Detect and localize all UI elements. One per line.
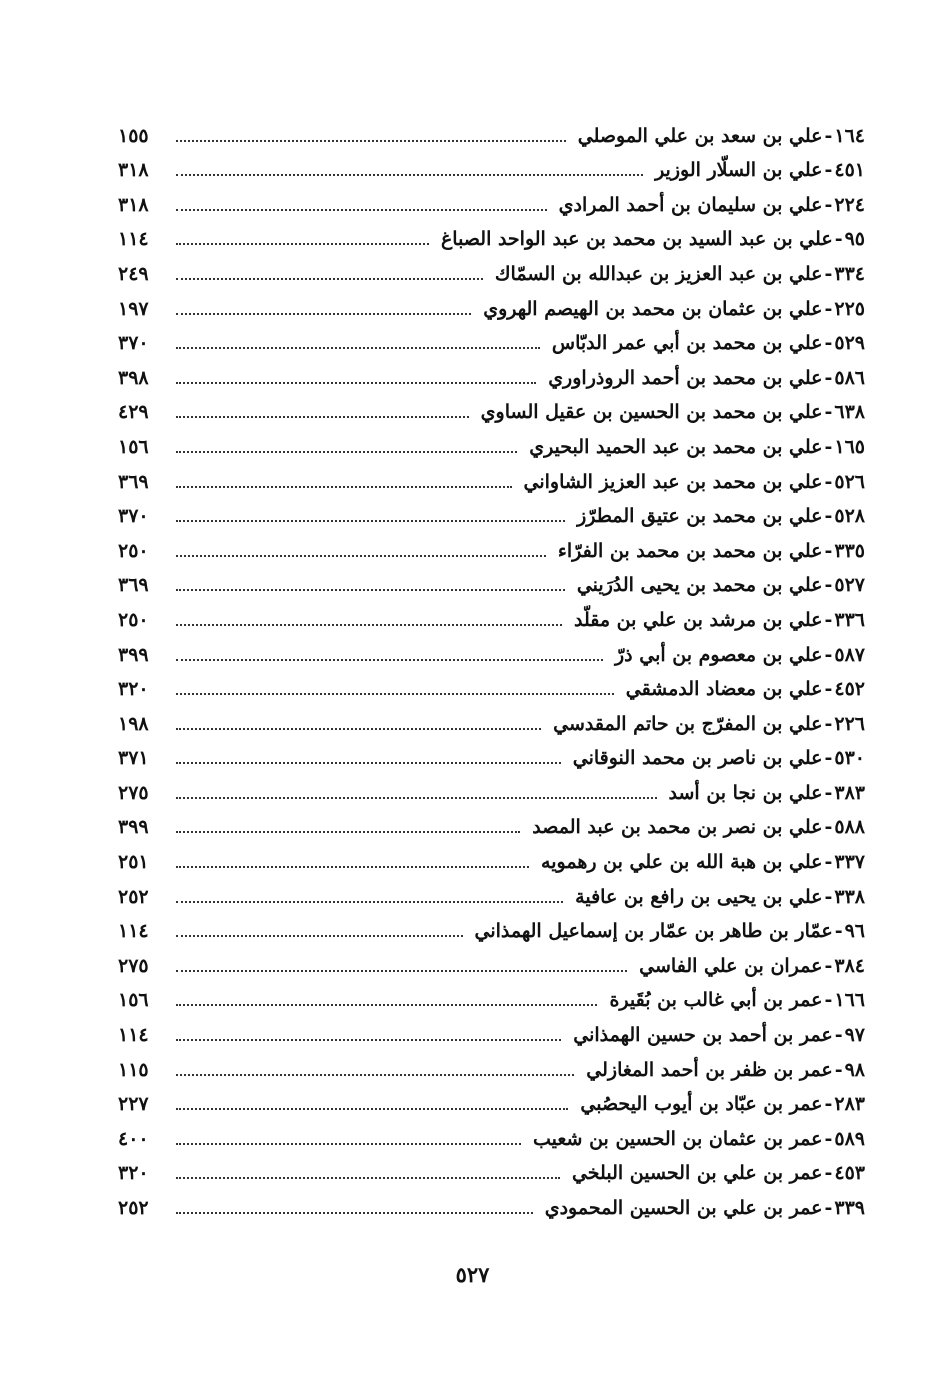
entry-number: ٥٨٧ — [834, 643, 865, 666]
entry-page-ref: ٢٥٢ — [118, 1197, 149, 1219]
dot-leader — [176, 1108, 568, 1110]
dot-leader — [176, 174, 643, 176]
entry-dash: - — [824, 262, 833, 285]
entry-name: علي بن محمد بن أبي عمر الدبّاس — [551, 332, 823, 355]
dot-leader — [176, 209, 547, 211]
entry-name: علي بن نصر بن محمد بن عبد المصد — [532, 816, 823, 839]
dot-leader — [176, 728, 541, 730]
entry-number: ١٦٤ — [834, 124, 865, 147]
entry-number: ٢٨٣ — [834, 1093, 865, 1116]
index-entry — [118, 182, 865, 217]
entry-number: ٢٢٥ — [834, 297, 865, 320]
entry-page-ref: ٤٢٩ — [118, 401, 149, 424]
index-entry — [118, 355, 865, 390]
dot-leader — [176, 451, 517, 453]
entry-number: ٥٨٨ — [834, 816, 865, 839]
entry-name: علي بن محمد بن عتيق المطرّز — [577, 505, 823, 528]
entry-dash: - — [824, 470, 833, 493]
entry-name: علي بن المفرّج بن حاتم المقدسي — [553, 712, 823, 735]
entry-number: ٩٨ — [844, 1058, 865, 1081]
entry-page-ref: ٣١٨ — [118, 193, 149, 216]
dot-leader — [176, 935, 463, 937]
index-entry — [118, 909, 865, 944]
entry-page-ref: ١٩٧ — [118, 297, 149, 320]
entry-dash: - — [824, 505, 833, 528]
dot-leader — [176, 243, 429, 245]
entry-name: عمّار بن طاهر بن عمّار بن إسماعيل الهمذاني — [474, 920, 833, 943]
entry-number: ٥٨٩ — [834, 1127, 865, 1150]
entry-name: عمر بن علي بن الحسين البلخي — [571, 1162, 823, 1185]
entry-dash: - — [824, 781, 833, 804]
entry-page-ref: ٢٥٢ — [118, 885, 149, 908]
entry-dash: - — [824, 159, 833, 182]
dot-leader — [176, 866, 529, 868]
entry-page-ref: ١٥٦ — [118, 989, 149, 1012]
index-entry — [118, 632, 865, 667]
index-entry — [118, 1082, 865, 1117]
entry-name: علي بن السلّار الوزير — [655, 159, 823, 182]
entry-dash: - — [824, 1162, 833, 1185]
entry-page-ref: ٣٢٠ — [118, 678, 149, 701]
dot-leader — [176, 313, 471, 315]
entry-name: عمر بن عبّاد بن أيوب اليحصُبي — [580, 1093, 823, 1116]
index-entry — [118, 1151, 865, 1186]
entry-page-ref: ٤٠٠ — [118, 1127, 149, 1150]
index-entry — [118, 1012, 865, 1047]
entry-dash: - — [824, 989, 833, 1012]
dot-leader — [176, 555, 546, 557]
dot-leader — [176, 1212, 533, 1214]
entry-page-ref: ٣٧٠ — [118, 505, 149, 528]
index-entry — [118, 839, 865, 874]
dot-leader — [176, 1004, 597, 1006]
entry-dash: - — [824, 1093, 833, 1116]
entry-page-ref: ٣١٨ — [118, 159, 149, 182]
entry-dash: - — [824, 193, 833, 216]
entry-dash: - — [824, 608, 833, 631]
dot-leader — [176, 486, 512, 488]
index-entry — [118, 528, 865, 563]
dot-leader — [176, 589, 565, 591]
entry-number: ٦٣٨ — [834, 401, 865, 424]
entry-page-ref: ٢٧٥ — [118, 954, 149, 977]
entry-name: علي بن محمد بن يحيى الدُرَيني — [576, 574, 823, 597]
entry-dash: - — [824, 435, 833, 458]
entry-page-ref: ٣٩٨ — [118, 366, 149, 389]
entry-page-ref: ١١٥ — [118, 1058, 149, 1081]
index-entry — [118, 113, 865, 148]
entry-name: علي بن سعد بن علي الموصلي — [577, 124, 823, 147]
entry-name: علي بن عبد السيد بن محمد بن عبد الواحد الصباغ — [440, 228, 833, 251]
dot-leader — [176, 278, 483, 280]
index-entry — [118, 390, 865, 425]
dot-leader — [176, 693, 614, 695]
entry-number: ٩٥ — [844, 228, 865, 251]
index-list — [118, 113, 865, 1220]
index-entry — [118, 148, 865, 183]
entry-number: ٣٣٤ — [834, 262, 865, 285]
entry-dash: - — [824, 816, 833, 839]
entry-number: ٣٨٤ — [834, 954, 865, 977]
entry-number: ٤٥١ — [834, 159, 865, 182]
index-entry — [118, 874, 865, 909]
dot-leader — [176, 762, 561, 764]
entry-page-ref: ٣٦٩ — [118, 470, 149, 493]
entry-number: ٩٦ — [844, 920, 865, 943]
entry-name: علي بن يحيى بن رافع بن عافية — [575, 885, 823, 908]
entry-page-ref: ١١٤ — [118, 920, 149, 943]
entry-dash: - — [834, 920, 843, 943]
entry-name: علي بن محمد بن محمد بن الفرّاء — [557, 539, 823, 562]
entry-number: ٣٣٩ — [834, 1197, 865, 1219]
index-entry — [118, 494, 865, 529]
entry-number: ٢٢٤ — [834, 193, 865, 216]
entry-number: ٣٣٥ — [834, 539, 865, 562]
entry-name: علي بن نجا بن أسد — [668, 781, 823, 804]
entry-page-ref: ٣٧٠ — [118, 332, 149, 355]
index-entry — [118, 701, 865, 736]
entry-dash: - — [824, 885, 833, 908]
entry-name: عمر بن علي بن الحسين المحمودي — [544, 1197, 823, 1219]
entry-name: علي بن هبة الله بن علي بن رهمويه — [541, 851, 823, 874]
entry-dash: - — [824, 954, 833, 977]
entry-name: علي بن مرشد بن علي بن مقلّد — [574, 608, 823, 631]
entry-page-ref: ٢٢٧ — [118, 1093, 149, 1116]
entry-dash: - — [824, 712, 833, 735]
index-entry — [118, 736, 865, 771]
entry-dash: - — [824, 539, 833, 562]
dot-leader — [176, 347, 540, 349]
index-entry — [118, 978, 865, 1013]
entry-number: ٤٥٣ — [834, 1162, 865, 1185]
entry-number: ٤٥٢ — [834, 678, 865, 701]
entry-name: علي بن عثمان بن محمد بن الهيصم الهروي — [483, 297, 823, 320]
entry-number: ٣٣٨ — [834, 885, 865, 908]
entry-dash: - — [834, 228, 843, 251]
entry-number: ٥٢٨ — [834, 505, 865, 528]
entry-name: علي بن عبد العزيز بن عبدالله بن السمّاك — [494, 262, 823, 285]
entry-page-ref: ١٥٥ — [118, 124, 149, 147]
index-entry — [118, 770, 865, 805]
entry-page-ref: ٣٩٩ — [118, 643, 149, 666]
entry-number: ٥٢٧ — [834, 574, 865, 597]
index-entry — [118, 805, 865, 840]
entry-dash: - — [824, 678, 833, 701]
entry-name: علي بن سليمان بن أحمد المرادي — [558, 193, 823, 216]
dot-leader — [176, 1074, 574, 1076]
dot-leader — [176, 416, 469, 418]
dot-leader — [176, 901, 563, 903]
entry-dash: - — [824, 332, 833, 355]
dot-leader — [176, 1177, 560, 1179]
dot-leader — [176, 797, 657, 799]
dot-leader — [176, 624, 562, 626]
entry-page-ref: ٢٧٥ — [118, 781, 149, 804]
entry-page-ref: ٣٩٩ — [118, 816, 149, 839]
entry-page-ref: ٣٦٩ — [118, 574, 149, 597]
entry-number: ٣٣٧ — [834, 851, 865, 874]
entry-name: علي بن معصوم بن أبي ذرّ — [615, 643, 823, 666]
entry-dash: - — [834, 1024, 843, 1047]
entry-name: عمر بن عثمان بن الحسين بن شعيب — [532, 1127, 823, 1150]
entry-name: عمر بن ظفر بن أحمد المغازلي — [586, 1058, 833, 1081]
entry-page-ref: ٣٢٠ — [118, 1162, 149, 1185]
entry-page-ref: ٢٥١ — [118, 851, 149, 874]
entry-dash: - — [834, 1058, 843, 1081]
entry-page-ref: ٣٧١ — [118, 747, 149, 770]
entry-dash: - — [824, 297, 833, 320]
entry-dash: - — [824, 1127, 833, 1150]
entry-name: علي بن محمد بن الحسين بن عقيل الساوي — [480, 401, 823, 424]
dot-leader — [176, 1143, 521, 1145]
entry-page-ref: ٢٤٩ — [118, 262, 149, 285]
entry-page-ref: ١٥٦ — [118, 435, 149, 458]
index-entry — [118, 1116, 865, 1151]
dot-leader — [176, 659, 603, 661]
index-entry — [118, 251, 865, 286]
entry-name: علي بن معضاد الدمشقي — [625, 678, 823, 701]
entry-number: ٥٨٦ — [834, 366, 865, 389]
entry-number: ٣٣٦ — [834, 608, 865, 631]
entry-dash: - — [824, 366, 833, 389]
entry-page-ref: ١٩٨ — [118, 712, 149, 735]
entry-number: ٩٧ — [844, 1024, 865, 1047]
index-entry — [118, 286, 865, 321]
entry-page-ref: ١١٤ — [118, 1024, 149, 1047]
entry-name: عمران بن علي الفاسي — [639, 954, 823, 977]
entry-name: عمر بن أبي غالب بن بُقَيرة — [609, 989, 823, 1012]
entry-page-ref: ٢٥٠ — [118, 608, 149, 631]
entry-dash: - — [824, 124, 833, 147]
index-entry — [118, 424, 865, 459]
dot-leader — [176, 382, 536, 384]
entry-number: ٥٢٩ — [834, 332, 865, 355]
entry-dash: - — [824, 1197, 833, 1219]
entry-number: ٥٢٦ — [834, 470, 865, 493]
entry-number: ٢٢٦ — [834, 712, 865, 735]
entry-page-ref: ١١٤ — [118, 228, 149, 251]
entry-dash: - — [824, 643, 833, 666]
index-entry — [118, 217, 865, 252]
dot-leader — [176, 970, 627, 972]
entry-name: علي بن محمد بن أحمد الروذراوري — [548, 366, 823, 389]
entry-name: علي بن ناصر بن محمد النوقاني — [572, 747, 823, 770]
dot-leader — [176, 140, 566, 142]
index-entry — [118, 459, 865, 494]
entry-number: ١٦٦ — [834, 989, 865, 1012]
entry-number: ١٦٥ — [834, 435, 865, 458]
entry-page-ref: ٢٥٠ — [118, 539, 149, 562]
dot-leader — [176, 520, 565, 522]
dot-leader — [176, 1039, 561, 1041]
entry-name: علي بن محمد بن عبد الحميد البحيري — [529, 435, 823, 458]
entry-dash: - — [824, 851, 833, 874]
index-entry — [118, 943, 865, 978]
index-entry — [118, 1185, 865, 1220]
index-entry — [118, 563, 865, 598]
entry-name: علي بن محمد بن عبد العزيز الشاواني — [523, 470, 823, 493]
index-entry — [118, 1047, 865, 1082]
entry-number: ٣٨٣ — [834, 781, 865, 804]
index-entry — [118, 321, 865, 356]
index-entry — [118, 667, 865, 702]
entry-name: عمر بن أحمد بن حسين الهمذاني — [573, 1024, 833, 1047]
index-entry — [118, 597, 865, 632]
entry-number: ٥٣٠ — [834, 747, 865, 770]
entry-dash: - — [824, 574, 833, 597]
dot-leader — [176, 831, 520, 833]
entry-dash: - — [824, 747, 833, 770]
entry-dash: - — [824, 401, 833, 424]
page-number: ٥٢٧ — [455, 1262, 490, 1287]
